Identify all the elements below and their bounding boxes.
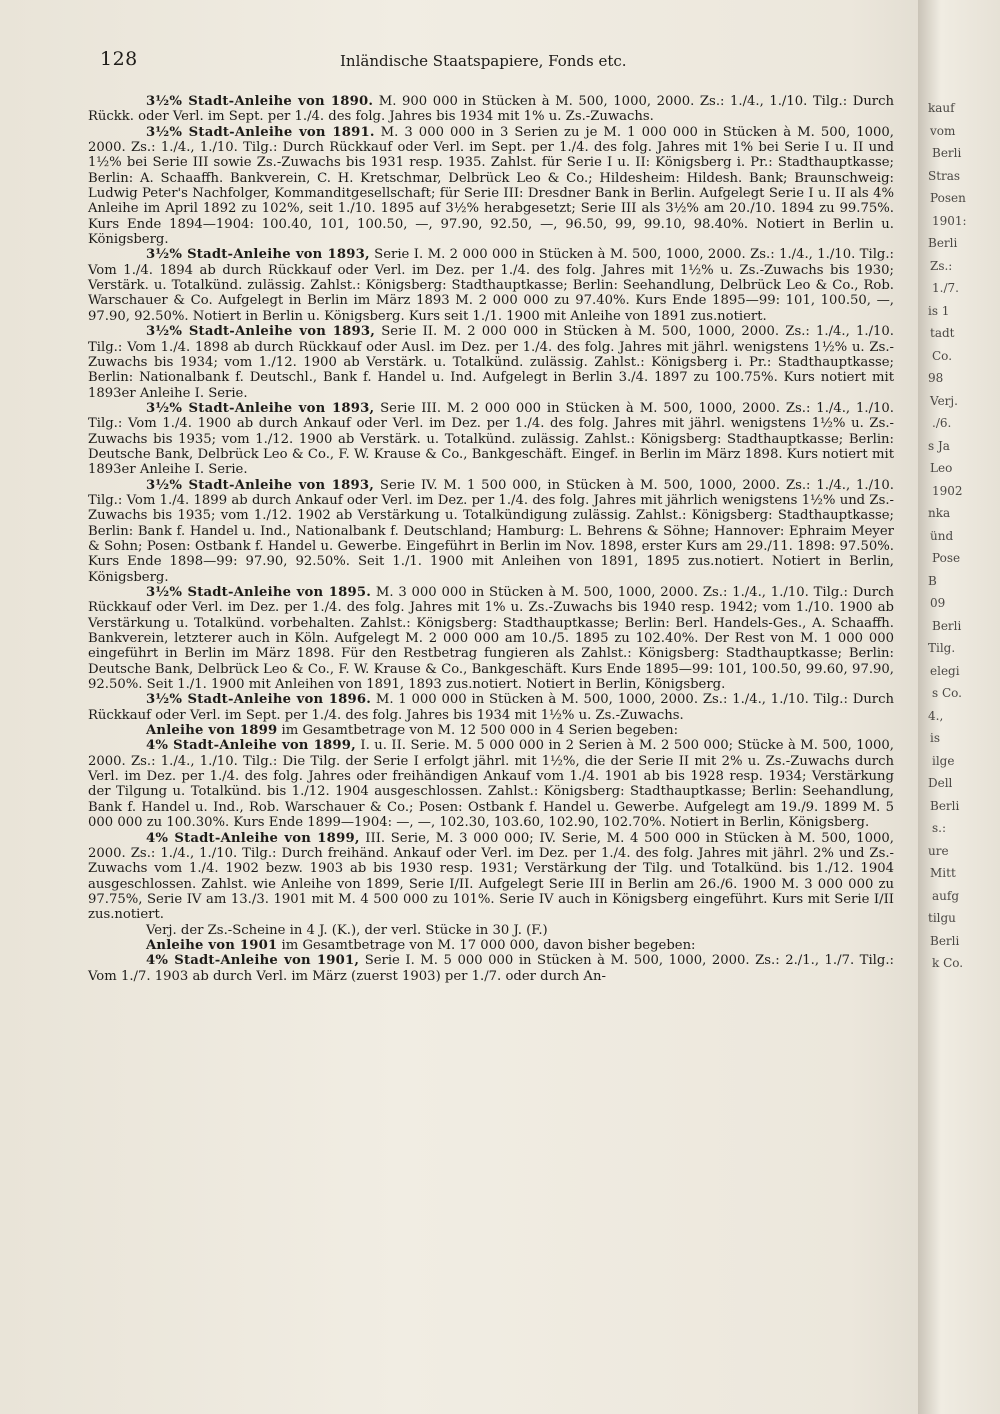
facing-page-fragment: vom (930, 123, 956, 138)
entry-1891 (88, 125, 894, 248)
entry-heading: Anleihe von 1901 (146, 937, 278, 953)
entry-heading: 3½% Stadt-Anleihe von 1891. (146, 124, 375, 140)
entry-heading: 3½% Stadt-Anleihe von 1896. (146, 692, 371, 708)
facing-page-fragment: B (928, 573, 937, 588)
entry-body: Serie III. M. 2 000 000 in Stücken à M. 500, 1000, 2000. Zs.: 1./4., 1./10. Tilg.: Vom 1./4. 1900 ab durch Ankauf oder Verl. im Dez. per 1./4. des folg. Jahres mit jährl. wenigstens 1½% u. Zs.-Zuwachs bis 1935; vom 1./12. 1900 ab Verstärk. u. Totalkünd. zulässig. Zahlst.: Königsberg: Stadthauptkasse; Berlin: Deutsche Bank, Delbrück Leo & Co., F. W. Krause & Co., Bankgeschäft. Eingef. in Berlin im März 1898. Kurs notiert mit 1893er Anleihe I. Serie. (88, 400, 894, 478)
facing-page-fragment: 4., (928, 708, 944, 723)
entry-body: III. Serie, M. 3 000 000; IV. Serie, M. 4 500 000 in Stücken à M. 500, 1000, 2000. Zs.: 1./4., 1./10. Tilg.: Durch freihänd. Ankauf oder Verl. im Dez. per 1./4. des folg. Jahres mit jährl. 2% und Zs.-Zuwachs vom 1./4. 1902 bezw. 1903 ab bis 1930 resp. 1931; Verstärkung der Tilg. und Totalkünd. bis 1./12. 1904 ausgeschlossen. Zahlst. wie Anleihe von 1899, Serie I/II. Aufgelegt Serie III in Berlin am 26./6. 1900 M. 3 000 000 zu 97.75%, Serie IV am 13./3. 1901 mit M. 4 500 000 zu 101%. Serie IV auch in Königsberg eingeführt. Kurs mit Serie I/II zus.notiert. (88, 830, 894, 923)
entry-1893-serie-4 (88, 478, 894, 585)
entry-body: im Gesamtbetrage von M. 12 500 000 in 4 Serien begeben: (277, 723, 679, 739)
facing-page-fragment: 1901: (932, 213, 967, 228)
facing-page-fragment: Verj. (930, 393, 958, 408)
facing-page-fragment: Berli (932, 146, 962, 160)
facing-page-fragment: s Ja (928, 438, 950, 453)
entry-heading: 4% Stadt-Anleihe von 1901, (146, 953, 360, 969)
entry-anleihe-1899 (88, 723, 894, 738)
facing-page-fragment: Posen (930, 191, 966, 205)
page-number: 128 (100, 48, 138, 70)
entry-1899-serie-1-2 (88, 738, 894, 830)
entry-body: Serie I. M. 5 000 000 in Stücken à M. 500, 1000, 2000. Zs.: 2./1., 1./7. Tilg.: Vom 1./7. 1903 ab durch Verl. im März (zuerst 1903) per 1./7. oder durch An- (88, 953, 894, 984)
facing-page-fragment: Zs.: (930, 258, 953, 273)
entry-body: M. 3 000 000 in Stücken à M. 500, 1000, 2000. Zs.: 1./4., 1./10. Tilg.: Durch Rückkauf oder Verl. im Dez. per 1./4. des folg. Jahres mit 1% u. Zs.-Zuwachs bis 1940 resp. 1942; vom 1./10. 1900 ab Verstärkung u. Totalkünd. vorbehalten. Zahlst.: Königsberg: Stadthauptkasse; Berlin: Berl. Handels-Ges., A. Schaaffh. Bankverein, letzterer auch in Köln. Aufgelegt M. 2 000 000 am 10./5. 1895 zu 102.40%. Der Rest von M. 1 000 000 eingeführt in Berlin im März 1898. Für den Restbetrag fungieren als Zahlst.: Königsberg: Stadthauptkasse; Berlin: Deutsche Bank, Delbrück Leo & Co., F. W. Krause & Co., Bankgeschäft. Kurs Ende 1895—99: 101, 100.50, 99.60, 97.90, 92.50%. Seit 1./1. 1900 mit Anleihen von 1891, 1893 zus.notiert. Notiert in Berlin, Königsberg. (88, 585, 894, 693)
entry-body: im Gesamtbetrage von M. 17 000 000, davon bisher begeben: (277, 937, 696, 953)
entry-body: M. 3 000 000 in 3 Serien zu je M. 1 000 000 in Stücken à M. 500, 1000, 2000. Zs.: 1./4., 1./10. Tilg.: Durch Rückkauf oder Verl. im Sept. per 1./4. des folg. Jahres mit 1% bei Serie I u. II und 1½% bei Serie III sowie Zs.-Zuwachs bis 1931 resp. 1935. Zahlst. für Serie I u. II: Königsberg i. Pr.: Stadthauptkasse; Berlin: A. Schaaffh. Bankverein, C. H. Kretschmar, Delbrück Leo & Co.; Hildesheim: Hildesh. Bank; Braunschweig: Ludwig Peter's Nachfolger, Kommanditgesellschaft; für Serie III: Dresdner Bank in Berlin. Aufgelegt Serie I u. II als 4% Anleihe im April 1892 zu 102%, seit 1./10. 1895 auf 3½% herabgesetzt; Serie III als 3½% am 20./10. 1894 zu 99.75%. Kurs Ende 1894—1904: 100.40, 101, 100.50, —, 97.90, 92.50, —, 96.50, 99, 99.10, 98.40%. Notiert in Berlin u. Königsberg. (88, 124, 894, 248)
entry-heading: 3½% Stadt-Anleihe von 1893, (146, 477, 375, 493)
facing-page-fragment: Stras (928, 168, 961, 183)
entry-heading: 3½% Stadt-Anleihe von 1893, (146, 247, 370, 263)
facing-page-fragment: Leo (930, 461, 953, 475)
entry-anleihe-1901 (88, 938, 894, 953)
entry-heading: 3½% Stadt-Anleihe von 1893, (146, 324, 376, 340)
entry-heading: 3½% Stadt-Anleihe von 1895. (146, 585, 371, 600)
facing-page-fragment: elegi (930, 663, 960, 678)
facing-page-fragment: ünd (930, 528, 954, 543)
facing-page-fragment: k Co. (932, 956, 964, 970)
facing-page-fragment: is (930, 731, 940, 745)
main-text (88, 94, 894, 984)
verjaehrung-note: Verj. der Zs.-Scheine in 4 J. (K.), der verl. Stücke in 30 J. (F.) (146, 922, 548, 938)
entry-heading: 4% Stadt-Anleihe von 1899, (146, 738, 356, 754)
entry-body: M. 900 000 in Stücken à M. 500, 1000, 2000. Zs.: 1./4., 1./10. Tilg.: Durch Rückk. oder Verl. im Sept. per 1./4. des folg. Jahres bis 1934 mit 1% u. Zs.-Zuwachs. (88, 94, 894, 125)
entry-1893-serie-3 (88, 401, 894, 478)
facing-page-fragment: tadt (930, 326, 955, 340)
entry-heading: 4% Stadt-Anleihe von 1899, (146, 830, 360, 846)
facing-page-fragment: 98 (928, 371, 944, 385)
entry-body: Serie IV. M. 1 500 000, in Stücken à M. 500, 1000, 2000. Zs.: 1./4., 1./10. Tilg.: Vom 1./4. 1899 ab durch Ankauf oder Verl. im Dez. per 1./4. des folg. Jahres mit jährlich wenigstens 1½% und Zs.-Zuwachs bis 1935; vom 1./12. 1902 ab Verstärkung u. Totalkündigung zulässig. Zahlst.: Königsberg: Stadthauptkasse; Berlin: Bank f. Handel u. Ind., Nationalbank f. Deutschland; Hamburg: L. Behrens & Söhne; Hannover: Ephraim Meyer & Sohn; Posen: Ostbank f. Handel u. Gewerbe. Eingeführt in Berlin im Nov. 1898, erster Kurs am 29./11. 1898: 97.50%. Kurs Ende 1898—99: 97.90, 92.50%. Seit 1./1. 1900 mit Anleihen von 1891, 1895 zus.notiert. Notiert in Berlin, Königsberg. (88, 477, 894, 585)
entry-heading: Anleihe von 1899 (146, 723, 278, 739)
entry-1895 (88, 585, 894, 692)
entry-1890 (88, 94, 894, 125)
facing-page-fragment: tilgu (928, 911, 956, 925)
facing-page-fragment: 09 (930, 596, 946, 610)
facing-page-fragment: s.: (932, 821, 947, 835)
facing-page-fragment: kauf (928, 101, 955, 115)
facing-page-fragment: Co. (932, 348, 953, 363)
running-title: Inländische Staatspapiere, Fonds etc. (340, 52, 627, 70)
entry-body: I. u. II. Serie. M. 5 000 000 in 2 Serien à M. 2 500 000; Stücke à M. 500, 1000, 2000. Zs.: 1./4., 1./10. Tilg.: Die Tilg. der Serie I erfolgt jährl. mit 1½%, die der Serie II mit 2% u. Zs.-Zuwachs durch Verl. im Dez. per 1./4. des folg. Jahres oder freihändigen Ankauf vom 1./4. 1901 ab bis 1928 resp. 1934; Verstärkung der Tilgung u. Totalkünd. bis 1./12. 1904 ausgeschlossen. Zahlst.: Königsberg: Stadthauptkasse; Berlin: Seehandlung, Bank f. Handel u. Ind., Rob. Warschauer & Co.; Posen: Ostbank f. Handel u. Gewerbe. Aufgelegt am 19./9. 1899 M. 5 000 000 zu 100.30%. Kurs Ende 1899—1904: —, —, 102.30, 103.60, 102.90, 102.70%. Notiert in Berlin, Königsberg. (88, 738, 894, 831)
entry-1899-serie-3-4 (88, 831, 894, 923)
entry-1893-serie-1 (88, 247, 894, 324)
facing-page-fragment: ure (928, 843, 949, 858)
entry-heading: 3½% Stadt-Anleihe von 1893, (146, 400, 375, 416)
facing-page-fragment: Pose (932, 551, 961, 565)
facing-page-fragment: Mitt (930, 866, 956, 880)
page-header (100, 48, 890, 74)
entry-1896 (88, 692, 894, 723)
facing-page-fragment: s Co. (932, 686, 962, 700)
entry-heading: 3½% Stadt-Anleihe von 1890. (146, 94, 374, 109)
facing-page-fragment: Berli (932, 618, 962, 633)
facing-page-fragment: Dell (928, 776, 953, 790)
entry-1901-serie-1 (88, 953, 894, 984)
entry-body: Serie II. M. 2 000 000 in Stücken à M. 500, 1000, 2000. Zs.: 1./4., 1./10. Tilg.: Vom 1./4. 1898 ab durch Rückkauf oder Ausl. im Dez. per 1./4. des folg. Jahres mit jährl. wenigstens 1½% u. Zs.-Zuwachs bis 1934; vom 1./12. 1900 ab Verstärk. u. Totalkünd. zulässig. Zahlst.: Königsberg i. Pr.: Stadthauptkasse; Berlin: Nationalbank f. Deutschl., Bank f. Handel u. Ind. Aufgelegt in Berlin 3./4. 1897 zu 100.75%. Kurs notiert mit 1893er Anleihe I. Serie. (88, 324, 894, 401)
facing-page-fragment: Berli (928, 236, 958, 250)
facing-page-fragment: 1902 (932, 483, 963, 498)
facing-page-fragment: ilge (932, 753, 955, 768)
facing-page-edge (918, 0, 1000, 1414)
facing-page-fragment: 1./7. (932, 281, 959, 295)
entry-body: Serie I. M. 2 000 000 in Stücken à M. 500, 1000, 2000. Zs.: 1./4., 1./10. Tilg.: Vom 1./4. 1894 ab durch Rückkauf oder Verl. im Dez. per 1./4. des folg. Jahres mit 1½% u. Zs.-Zuwachs bis 1930; Verstärk. u. Totalkünd. zulässig. Zahlst.: Königsberg: Stadthauptkasse; Berlin: Seehandlung, Delbrück Leo & Co., Rob. Warschauer & Co. Aufgelegt in Berlin im März 1893 M. 2 000 000 zu 97.40%. Kurs Ende 1895—99: 101, 100.50, —, 97.90, 92.50%. Notiert in Berlin u. Königsberg. Kurs seit 1./1. 1900 mit Anleihe von 1891 zus.notiert. (88, 247, 894, 324)
facing-page-fragment: aufg (932, 888, 960, 903)
facing-page-fragment: Tilg. (928, 641, 956, 655)
facing-page-fragment: Berli (930, 798, 960, 813)
entry-body: M. 1 000 000 in Stücken à M. 500, 1000, 2000. Zs.: 1./4., 1./10. Tilg.: Durch Rückkauf oder Verl. im Sept. per 1./4. des folg. Jahres bis 1934 mit 1½% u. Zs.-Zuwachs. (88, 692, 894, 723)
facing-page-fragment: nka (928, 506, 951, 520)
entry-1893-serie-2 (88, 324, 894, 401)
facing-page-fragment: is 1 (928, 303, 950, 318)
facing-page-fragment: ./6. (932, 416, 952, 430)
facing-page-fragment: Berli (930, 933, 960, 948)
